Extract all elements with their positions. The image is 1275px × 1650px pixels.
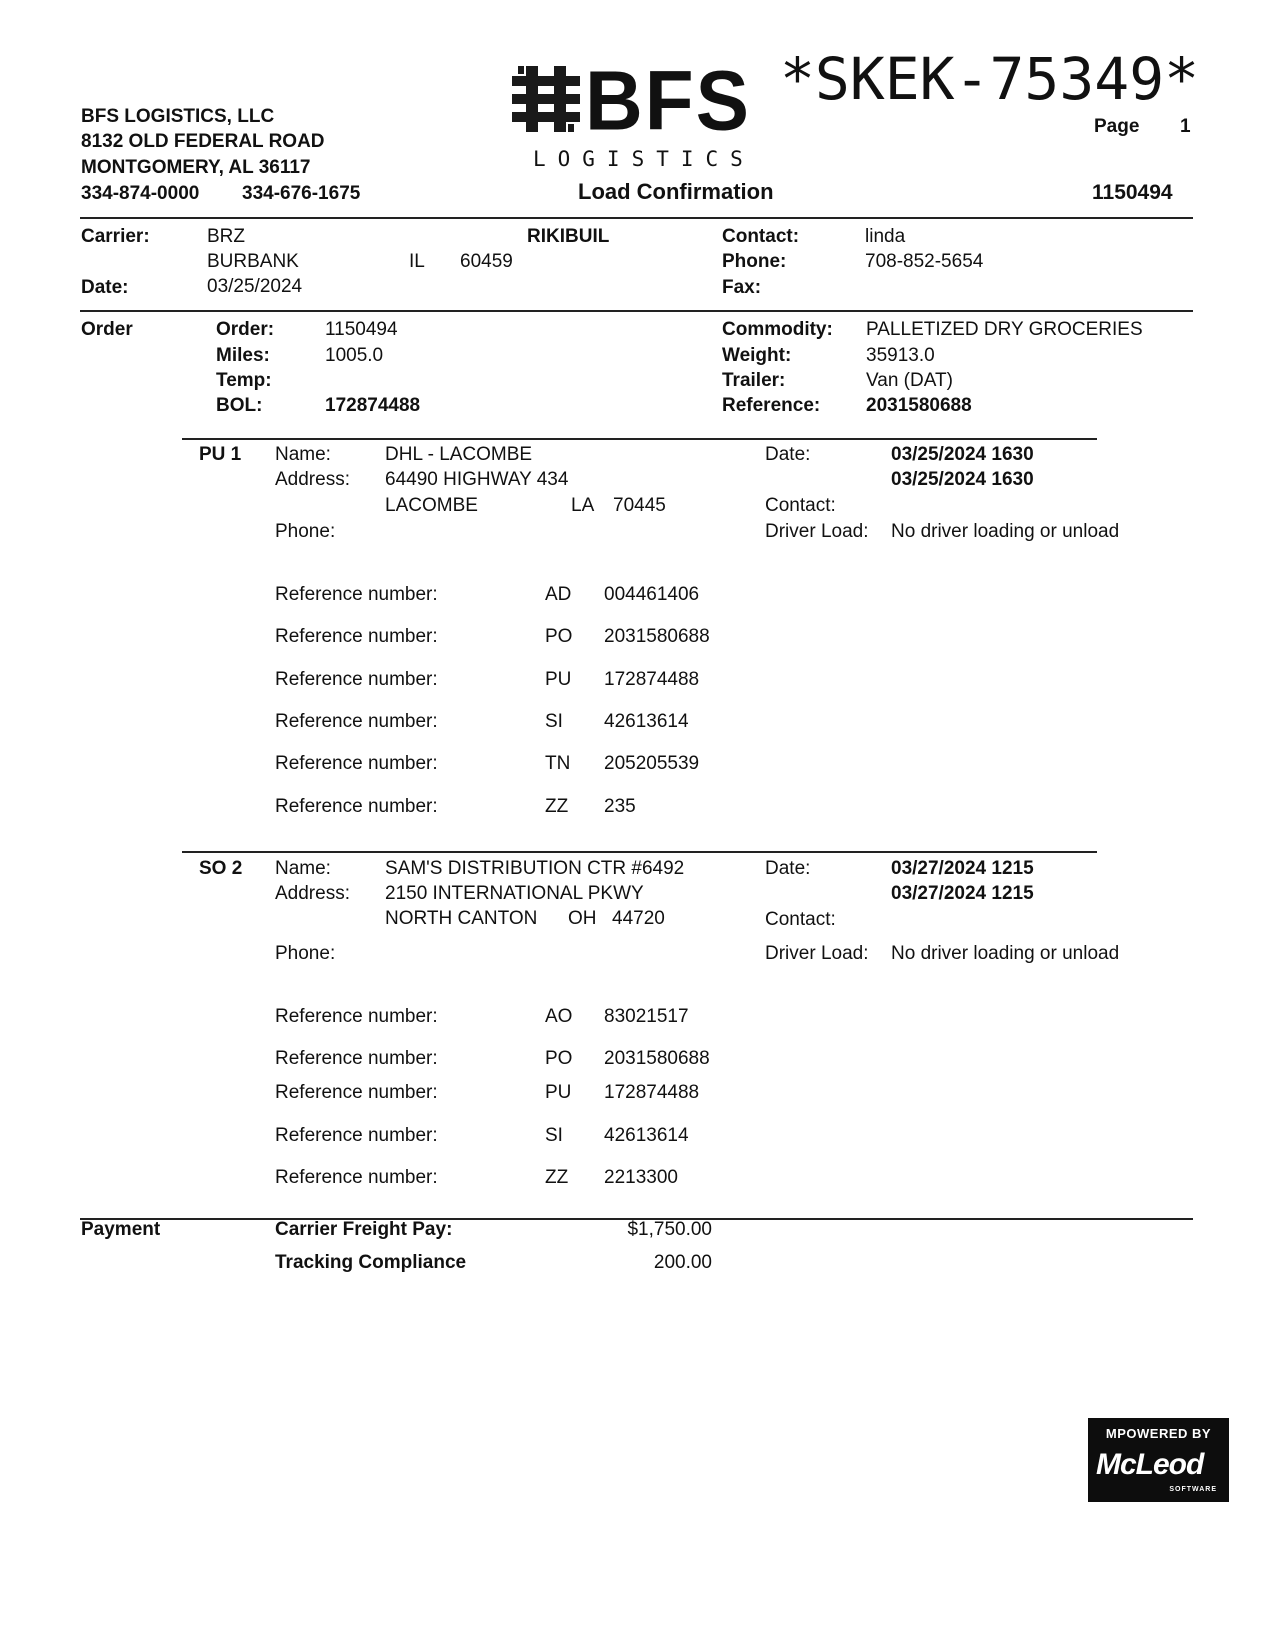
badge-line-1: MPOWERED BY	[1105, 1426, 1212, 1441]
order-value: 1150494	[325, 319, 398, 340]
stop-driver-load: No driver loading or unload	[891, 521, 1120, 542]
carrier-state: IL	[409, 251, 425, 272]
stop-date-2: 03/25/2024 1630	[891, 469, 1034, 490]
company-phone-2: 334-676-1675	[242, 183, 361, 204]
miles-value: 1005.0	[325, 345, 384, 366]
reference-type: PO	[545, 626, 573, 647]
reference-number-label: Reference number:	[275, 626, 438, 647]
reference-value: 172874488	[604, 669, 700, 690]
phone-value: 708-852-5654	[865, 251, 984, 272]
reference-number-label: Reference number:	[275, 1125, 438, 1146]
reference-type: PO	[545, 1048, 573, 1069]
stop-address: 2150 INTERNATIONAL PKWY	[385, 883, 644, 904]
reference-type: AO	[545, 1006, 573, 1027]
stop-date-2: 03/27/2024 1215	[891, 883, 1034, 904]
divider	[80, 217, 1193, 219]
trailer-label: Trailer:	[722, 370, 786, 391]
stop-state: OH	[568, 908, 597, 929]
stop-contact-label: Contact:	[765, 495, 836, 516]
stop-date-label: Date:	[765, 444, 811, 465]
carrier-zip: 60459	[460, 251, 513, 272]
fax-label: Fax:	[722, 277, 762, 298]
payment-item-label: Carrier Freight Pay:	[275, 1219, 453, 1240]
company-address-line2: MONTGOMERY, AL 36117	[81, 157, 311, 178]
powered-by-mcleod-badge	[1088, 1418, 1229, 1502]
carrier-date: 03/25/2024	[207, 276, 303, 297]
miles-label: Miles:	[216, 345, 270, 366]
page-number: 1	[1180, 116, 1191, 137]
doc-number: 1150494	[1092, 181, 1173, 204]
barcode-text: *SKEK-75349*	[780, 45, 1200, 113]
stop-zip: 44720	[612, 908, 665, 929]
company-name: BFS LOGISTICS, LLC	[81, 106, 275, 127]
reference-value: 2213300	[604, 1167, 678, 1188]
payment-item-label: Tracking Compliance	[275, 1252, 467, 1273]
stop-phone-label: Phone:	[275, 521, 336, 542]
reference-type: ZZ	[545, 796, 569, 817]
stop-name-label: Name:	[275, 858, 331, 879]
stop-address: 64490 HIGHWAY 434	[385, 469, 569, 490]
reference-number-label: Reference number:	[275, 711, 438, 732]
weight-value: 35913.0	[866, 345, 935, 366]
divider	[80, 310, 1193, 312]
reference-value: 205205539	[604, 753, 700, 774]
stop-name-label: Name:	[275, 444, 331, 465]
payment-item-amount: 200.00	[653, 1252, 712, 1273]
carrier-code: RIKIBUIL	[527, 226, 610, 247]
bfs-logo-emblem-icon	[512, 66, 580, 132]
reference-type: PU	[545, 669, 572, 690]
doc-title: Load Confirmation	[578, 179, 774, 204]
order-section-label: Order	[81, 319, 133, 340]
carrier-date-label: Date:	[81, 277, 129, 298]
company-address-line1: 8132 OLD FEDERAL ROAD	[81, 131, 325, 152]
stop-code: SO 2	[199, 858, 243, 879]
reference-value: 172874488	[604, 1082, 700, 1103]
commodity-label: Commodity:	[722, 319, 833, 340]
payment-item-amount: $1,750.00	[627, 1219, 712, 1240]
company-phone-1: 334-874-0000	[81, 183, 200, 204]
stop-state: LA	[571, 495, 595, 516]
carrier-city: BURBANK	[207, 251, 299, 272]
order-label: Order:	[216, 319, 275, 340]
stop-address-label: Address:	[275, 469, 350, 490]
reference-number-label: Reference number:	[275, 753, 438, 774]
reference-value: 2031580688	[604, 1048, 710, 1069]
stop-zip: 70445	[613, 495, 666, 516]
reference-type: SI	[545, 1125, 563, 1146]
trailer-value: Van (DAT)	[866, 370, 953, 391]
logo-subtitle: LOGISTICS	[533, 147, 755, 171]
stop-name: SAM'S DISTRIBUTION CTR #6492	[385, 858, 685, 879]
temp-label: Temp:	[216, 370, 272, 391]
logo-wordmark: BFS	[585, 53, 751, 148]
reference-value: 2031580688	[866, 395, 972, 416]
stop-date-1: 03/27/2024 1215	[891, 858, 1034, 879]
stop-city: LACOMBE	[385, 495, 478, 516]
reference-number-label: Reference number:	[275, 1082, 438, 1103]
reference-number-label: Reference number:	[275, 796, 438, 817]
stop-address-label: Address:	[275, 883, 350, 904]
stop-date-label: Date:	[765, 858, 811, 879]
reference-value: 235	[604, 796, 636, 817]
stop-driver-load-label: Driver Load:	[765, 943, 869, 964]
reference-number-label: Reference number:	[275, 669, 438, 690]
reference-value: 004461406	[604, 584, 700, 605]
reference-value: 42613614	[604, 711, 689, 732]
stop-city: NORTH CANTON	[385, 908, 538, 929]
contact-value: linda	[865, 226, 906, 247]
stop-contact-label: Contact:	[765, 909, 836, 930]
reference-type: PU	[545, 1082, 572, 1103]
reference-type: TN	[545, 753, 571, 774]
reference-label: Reference:	[722, 395, 821, 416]
reference-number-label: Reference number:	[275, 584, 438, 605]
page-label: Page	[1094, 116, 1140, 137]
reference-number-label: Reference number:	[275, 1006, 438, 1027]
divider	[182, 851, 1097, 853]
stop-date-1: 03/25/2024 1630	[891, 444, 1034, 465]
reference-value: 2031580688	[604, 626, 710, 647]
reference-number-label: Reference number:	[275, 1048, 438, 1069]
badge-line-2: McLeod	[1096, 1448, 1204, 1481]
reference-number-label: Reference number:	[275, 1167, 438, 1188]
stop-driver-load-label: Driver Load:	[765, 521, 869, 542]
reference-type: ZZ	[545, 1167, 569, 1188]
stop-code: PU 1	[199, 444, 242, 465]
divider	[182, 438, 1097, 440]
phone-label: Phone:	[722, 251, 787, 272]
commodity-value: PALLETIZED DRY GROCERIES	[866, 319, 1143, 340]
bol-label: BOL:	[216, 395, 263, 416]
contact-label: Contact:	[722, 226, 800, 247]
reference-type: SI	[545, 711, 563, 732]
reference-type: AD	[545, 584, 572, 605]
reference-value: 83021517	[604, 1006, 689, 1027]
weight-label: Weight:	[722, 345, 792, 366]
payment-section-label: Payment	[81, 1219, 161, 1240]
stop-phone-label: Phone:	[275, 943, 336, 964]
carrier-name: BRZ	[207, 226, 245, 247]
carrier-label: Carrier:	[81, 226, 150, 247]
stop-driver-load: No driver loading or unload	[891, 943, 1120, 964]
bol-value: 172874488	[325, 395, 421, 416]
badge-line-3: SOFTWARE	[1169, 1486, 1217, 1493]
reference-value: 42613614	[604, 1125, 689, 1146]
stop-name: DHL - LACOMBE	[385, 444, 533, 465]
